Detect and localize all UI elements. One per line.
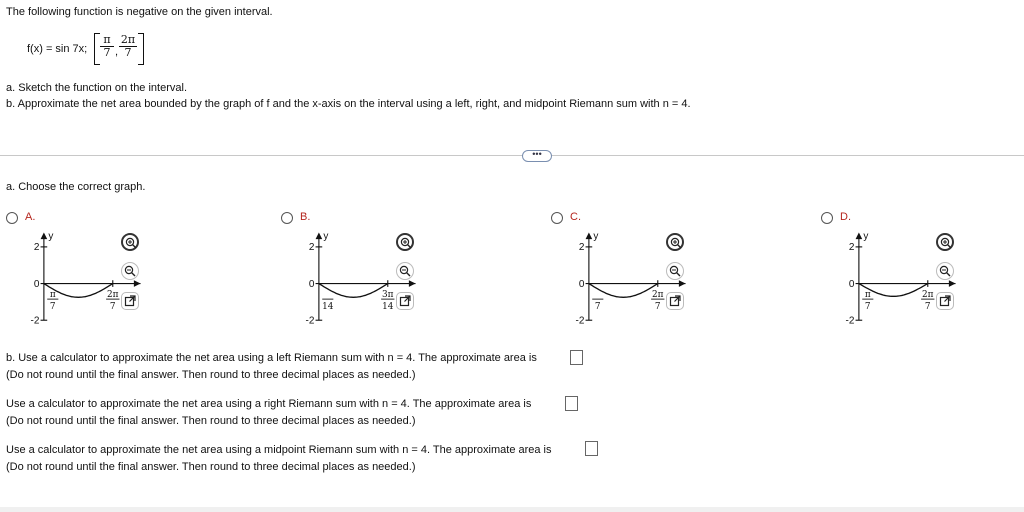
mid-sum-prompt: Use a calculator to approximate the net area using a midpoint Riemann sum with n = 4. The approximate area is (6, 444, 552, 456)
icon-glyph (399, 236, 413, 250)
zoom-in-icon[interactable] (396, 233, 414, 251)
right-sum-answer-input[interactable] (565, 396, 578, 411)
y-axis-arrow (41, 232, 48, 239)
question-a-prompt: a. Choose the correct graph. (6, 181, 146, 193)
icon-glyph (123, 294, 137, 308)
x-right-num: 2π (652, 289, 664, 300)
x-axis-arrow (134, 280, 141, 287)
open-external-icon[interactable] (936, 292, 954, 310)
left-sum-prompt: b. Use a calculator to approximate the net area using a left Riemann sum with n = 4. The approximate area is (6, 352, 537, 364)
y-zero-label: 0 (848, 278, 855, 290)
x-right-den: 7 (924, 302, 931, 313)
option-radio[interactable] (821, 212, 833, 224)
icon-glyph (938, 264, 952, 278)
bottom-bar (0, 507, 1024, 512)
right-bracket (138, 33, 144, 65)
left-sum-note: (Do not round until the final answer. Then round to three decimal places as needed.) (6, 369, 416, 381)
zoom-out-icon[interactable] (666, 262, 684, 280)
y-axis-label: y (863, 231, 869, 243)
y-zero-label: 0 (578, 278, 585, 290)
icon-glyph (124, 236, 138, 250)
x-right-den: 14 (382, 302, 394, 313)
x-left-num: π (49, 289, 56, 300)
icon-glyph (668, 294, 682, 308)
y-axis-arrow (586, 232, 593, 239)
option-radio[interactable] (281, 212, 293, 224)
icon-glyph (398, 294, 412, 308)
x-axis-arrow (949, 280, 956, 287)
x-right-num: 3π (382, 289, 394, 300)
option-letter[interactable]: A. (25, 211, 36, 223)
interval-right: $\frac{2\pi}{7}$ (120, 33, 136, 59)
interval-left: $\frac{\pi}{7}$ (100, 34, 114, 59)
y-bottom-label: -2 (575, 315, 585, 327)
zoom-out-icon[interactable] (396, 262, 414, 280)
y-top-label: 2 (33, 242, 40, 254)
x-right-den: 7 (654, 302, 661, 313)
zoom-out-icon[interactable] (121, 262, 139, 280)
zoom-in-icon[interactable] (936, 233, 954, 251)
x-right-den: 7 (109, 302, 116, 313)
icon-glyph (123, 264, 137, 278)
right-sum-note: (Do not round until the final answer. Then round to three decimal places as needed.) (6, 415, 416, 427)
y-axis-arrow (316, 232, 323, 239)
y-top-label: 2 (848, 242, 855, 254)
x-left-den: 7 (594, 302, 601, 313)
section-divider (0, 155, 1024, 156)
y-zero-label: 0 (308, 278, 315, 290)
interval-sep: , (115, 46, 119, 58)
icon-glyph (669, 236, 683, 250)
option-letter[interactable]: C. (570, 211, 581, 223)
left-sum-answer-input[interactable] (570, 350, 583, 365)
function-curve (589, 284, 658, 298)
icon-glyph (938, 294, 952, 308)
option-letter[interactable]: D. (840, 211, 851, 223)
problem-intro: The following function is negative on the given interval. (6, 6, 273, 18)
mid-sum-note: (Do not round until the final answer. Then round to three decimal places as needed.) (6, 461, 416, 473)
part-b-text: b. Approximate the net area bounded by the graph of f and the x-axis on the interval using a left, right, and midpoint Riemann sum with n = 4. (6, 98, 691, 110)
open-external-icon[interactable] (396, 292, 414, 310)
y-zero-label: 0 (33, 278, 40, 290)
open-external-icon[interactable] (666, 292, 684, 310)
x-right-num: 2π (107, 289, 119, 300)
function-curve (319, 284, 388, 298)
y-top-label: 2 (578, 242, 585, 254)
open-external-icon[interactable] (121, 292, 139, 310)
zoom-in-icon[interactable] (121, 233, 139, 251)
x-axis-arrow (409, 280, 416, 287)
x-right-num: 2π (922, 289, 934, 300)
y-axis-label: y (323, 231, 329, 243)
x-left-den: 7 (49, 302, 56, 313)
y-bottom-label: -2 (305, 315, 315, 327)
y-axis-arrow (856, 232, 863, 239)
right-sum-prompt: Use a calculator to approximate the net area using a right Riemann sum with n = 4. The approximate area is (6, 398, 532, 410)
y-bottom-label: -2 (30, 315, 40, 327)
y-top-label: 2 (308, 242, 315, 254)
more-button[interactable]: ••• (522, 150, 552, 162)
y-axis-label: y (48, 231, 54, 243)
y-bottom-label: -2 (845, 315, 855, 327)
part-a-text: a. Sketch the function on the interval. (6, 82, 188, 94)
x-axis-arrow (679, 280, 686, 287)
x-left-den: 7 (864, 302, 871, 313)
mid-sum-answer-input[interactable] (585, 441, 598, 456)
x-left-num: π (864, 289, 871, 300)
icon-glyph (398, 264, 412, 278)
zoom-in-icon[interactable] (666, 233, 684, 251)
x-left-den: 14 (322, 302, 334, 313)
option-radio[interactable] (6, 212, 18, 224)
option-letter[interactable]: B. (300, 211, 311, 223)
y-axis-label: y (593, 231, 599, 243)
icon-glyph (939, 236, 953, 250)
option-radio[interactable] (551, 212, 563, 224)
function-label: f(x) = sin 7x; (27, 43, 88, 55)
icon-glyph (668, 264, 682, 278)
zoom-out-icon[interactable] (936, 262, 954, 280)
